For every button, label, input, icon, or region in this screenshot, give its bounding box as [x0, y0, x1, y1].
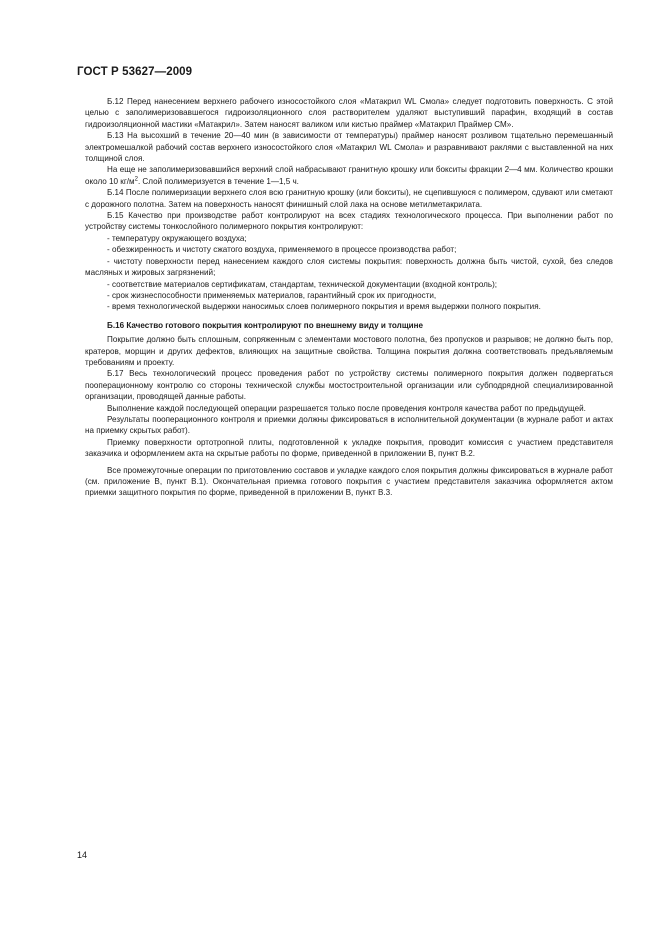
superscript-2: 2	[134, 176, 138, 183]
paragraph-b14: Б.14 После полимеризации верхнего слоя всю гранитную крошку (или бокситы), не сцепившуюся с полимером, сдувают или сметают с дорожного полотна. Затем на поверхность наносят финишный слой лака на основе метилметакрилата.	[85, 188, 613, 209]
list-item: - температуру окружающего воздуха;	[107, 233, 247, 243]
paragraph-acceptance: Приемку поверхности ортотропной плиты, подготовленной к укладке покрытия, проводит комиссия с участием представителя заказчика и оформлением акта на скрытые работы по форме, приведенной в приложении В, пункт В.2.	[85, 437, 613, 459]
paragraph-coating: Покрытие должно быть сплошным, сопряженным с элементами мостового полотна, без пропусков и разрывов; не должно быть пор, кратеров, морщин и других дефектов, влияющих на защитные свойства. Толщина покрытия должна соответствовать предъявляемым требованиям и проекту.	[85, 335, 613, 367]
document-title: ГОСТ Р 53627—2009	[77, 66, 193, 78]
paragraph-b12: Б.12 Перед нанесением верхнего рабочего износостойкого слоя «Матакрил WL Смола» следует подготовить поверхность. С этой целью с заполимеризовавшегося гидроизоляционного слоя растворителем удаляют выступивший парафин, входящий в состав гидроизоляционной мастики «Матакрил». Затем наносят валиком или кистью праймер «Матакрил Праймер СМ».	[85, 97, 613, 129]
paragraph-b15: Б.15 Качество при производстве работ контролируют на всех стадиях технологического процесса. При выполнении работ по устройству системы тонкослойного полимерного покрытия контролируют:	[85, 211, 613, 232]
paragraph-b13-crumb-text: На еще не заполимеризовавшийся верхний слой набрасывают гранитную крошку или бокситы фракции 2—4 мм. Количество крошки около 10 кг/м	[85, 165, 613, 186]
paragraph-b17: Б.17 Весь технологический процесс проведения работ по устройству системы полимерного покрытия должен подвергаться пооперационному контролю со стороны технической службы мостостроительной организации или субподрядной специализированной организации, проводящей данные работы.	[85, 369, 613, 402]
list-item: - время технологической выдержки наносимых слоев полимерного покрытия и время выдержки полного покрытия.	[107, 302, 541, 312]
paragraph-final: Все промежуточные операции по приготовлению составов и укладке каждого слоя покрытия должны фиксироваться в журнале работ (см. приложение В, пункт В.1). Окончательная приемка готового покрытия с участием представителя заказчика оформляется актом приемки защитного покрытия по форме, приведенной в приложении В, пункт В.3.	[85, 465, 613, 498]
page-number: 14	[77, 850, 88, 860]
list-item: - чистоту поверхности перед нанесением каждого слоя системы покрытия: поверхность должна быть чистой, сухой, без следов масляных и жировых загрязнений;	[85, 256, 613, 278]
section-heading-b16: Б.16 Качество готового покрытия контролируют по внешнему виду и толщине	[107, 320, 424, 330]
paragraph-b13: Б.13 На высохший в течение 20—40 мин (в зависимости от температуры) праймер наносят розливом тщательно перемешанный электромешалкой рабочий состав верхнего износостойкого слоя «Матакрил WL Смола» и разравнивают раклями с выставленной на них толщиной слоя.	[85, 131, 613, 164]
paragraph-b13-crumb-tail: . Слой полимеризуется в течение 1—1,5 ч.	[137, 176, 299, 186]
list-item: - соответствие материалов сертификатам, стандартам, технической документации (входной контроль);	[107, 279, 498, 289]
paragraph-b13-crumb	[85, 164, 613, 187]
document-body	[85, 96, 613, 499]
list-item: - обезжиренность и чистоту сжатого воздуха, применяемого в процессе производства работ;	[107, 245, 457, 255]
paragraph-next-operation: Выполнение каждой последующей операции разрешается только после проведения контроля качества работ по предыдущей.	[107, 403, 586, 413]
paragraph-results: Результаты пооперационного контроля и приемки должны фиксироваться в исполнительной документации (в журнале работ и актах на приемку скрытых работ).	[85, 414, 613, 436]
list-item: - срок жизнеспособности применяемых материалов, гарантийный срок их пригодности,	[107, 290, 437, 300]
